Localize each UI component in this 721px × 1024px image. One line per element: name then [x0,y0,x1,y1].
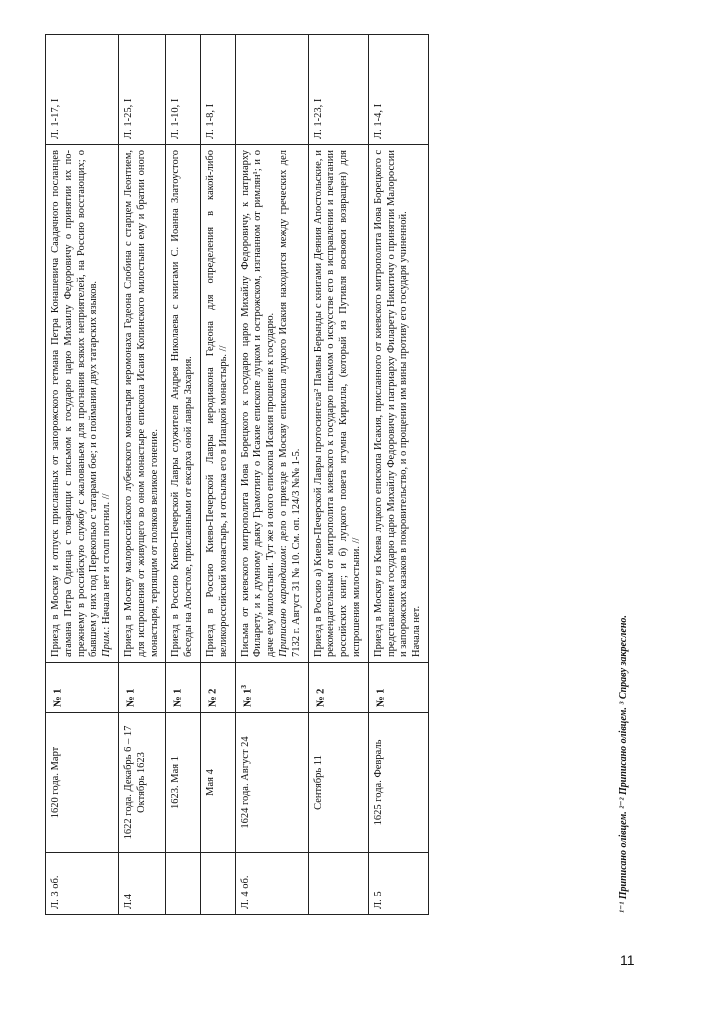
folio-cell: Л. 4 об. [235,853,308,915]
description-cell [166,145,201,663]
table-row [200,35,235,915]
sheets-reference-cell: Л. 1-23, I [308,35,368,145]
date-cell: Сентябрь 11 [308,713,368,853]
folio-cell [166,853,201,915]
case-number-cell [166,663,201,713]
note-label: Прим. [101,629,113,657]
sheets-reference-cell: Л. 1-10, I [166,35,201,145]
table-row [166,35,201,915]
sheets-reference-cell: Л. 1-4, I [368,35,428,145]
note-text: : дело о приезде в Москву епископа луцкого Исакия находится между греческих дел 7132 г. Август 31 № 10. См. оп. 124/3 №№ 1-5. [277,150,302,657]
case-number-cell [308,663,368,713]
case-number-cell [200,663,235,713]
case-number: № 1 [125,688,137,707]
case-number: № 1 [52,688,64,707]
folio-cell [308,853,368,915]
note-label: Приписано карандашом [277,548,289,657]
table-row [46,35,119,915]
description-cell [308,145,368,663]
date-cell: 1620 года. Март [46,713,119,853]
note-text: : Начала нет и столп погнил. // [101,493,113,630]
sheets-reference-cell: Л. 1-17, I [46,35,119,145]
table-row [368,35,428,915]
missing-beginning-note: Начала нет. [411,605,423,657]
case-number: № 2 [315,688,327,707]
description-text: Приезд в Россию Киево-Печерской Лавры служителя Андрея Николаева с книгами С. Иоанна Златоустого беседы на Апостоле, присланными от ексарха оной лавры Захария. [170,150,195,657]
description-text: Приезд в Россию а) Киево-Печерской Лавры протосингела² Памвы Берынды с книгами Деяния Апостольские, и рекомендательным от митрополита киевского к государю письмом о искусстве его в исправлении и печатании российских книг; и б) луцкого повета игумна Кирилла, (который из Путивля восвояси возвращен) для испрошения милостыни. // [312,150,362,657]
date-cell: 1622 года. Декабрь 6 – 17 Октябрь 1623 [118,713,165,853]
description-text: Приезд в Москву и отпуск присланных от запорожского гетмана Петра Конашевича Саадачного посланцев атамана Петра Одинца с товарищи с письмом к государю царю Михаилу Федоровичу о принятии их по-прежнему в российскую службу с жалованьем для прогнания всяких неприятелей, на Россию восстающих; о бывшем у них под Перекопью с татарами бое; и о поймании двух татарских языков. [50,150,100,657]
case-number: № 1 [172,688,184,707]
folio-cell [200,853,235,915]
sheets-reference-cell: Л. 1-8, I [200,35,235,145]
description-cell [118,145,165,663]
case-number-footnote-mark: 3 [238,684,248,689]
archive-inventory-table [45,34,429,915]
case-number: № 1 [375,688,387,707]
folio-cell: Л. 5 [368,853,428,915]
description-text: Письма от киевского митрополита Иова Борецкого к государю царю Михайлу Федоровичу, к патриарху Филарету, и к думному дьяку Грамотину о Исакие епископе луцком и острожском, изгнанном от римлян¹; и о даче ему милостыни. Тут же и оного епископа Исакия прошение к государю. [239,150,277,657]
sheets-reference-cell: Л. 1-25, I [118,35,165,145]
date-cell: 1625 года. Февраль [368,713,428,853]
description-cell [200,145,235,663]
case-number: № 2 [207,688,219,707]
case-number-cell [368,663,428,713]
description-cell [46,145,119,663]
description-cell [368,145,428,663]
description-text: Приезд в Москву малороссийского лубенского монастыря иеромонаха Гедеона Слобина с старцем Леонтием, для испрошения от живущего во оном монастыре епископа Исаия Копинского милостыни ему и братии оного монастыря, терпящим от поляков великое гонение. [122,150,160,657]
description-cell [235,145,308,663]
folio-cell: Л.4 [118,853,165,915]
case-number: № 1 [242,688,254,707]
table-row [308,35,368,915]
table-row [235,35,308,915]
table-row [118,35,165,915]
description-text: Приезд в Россию Киево-Печерской Лавры иеродиакона Гедеона для определения в какой-либо великороссийский монастырь, и отсылка его в Ипацкой монастырь. // [204,150,229,657]
sheets-reference-cell [235,35,308,145]
case-number-cell [118,663,165,713]
case-number-cell [235,663,308,713]
page-number: 11 [620,952,635,968]
rotated-page-content [30,25,640,925]
date-cell: 1623. Мая 1 [166,713,201,853]
folio-cell: Л. 3 об. [46,853,119,915]
description-text: Приезд в Москву из Киева луцкого епископа Исакия, присланного от киевского митрополита Иова Борецкого с представлением государю царю Михайлу Федоровичу и патриарху Филарету Никитичу о принятии Малороссии и запорожских казаков в покровительство, и о прощении им вины противу его государя учиненной. [372,150,410,657]
date-cell: Мая 4 [200,713,235,853]
case-number-cell [46,663,119,713]
date-cell: 1624 года. Август 24 [235,713,308,853]
footnote: ¹⁻¹ Приписано олівцем. ²⁻² Приписано олівцем. ³ Справу закреслено. [618,615,629,913]
